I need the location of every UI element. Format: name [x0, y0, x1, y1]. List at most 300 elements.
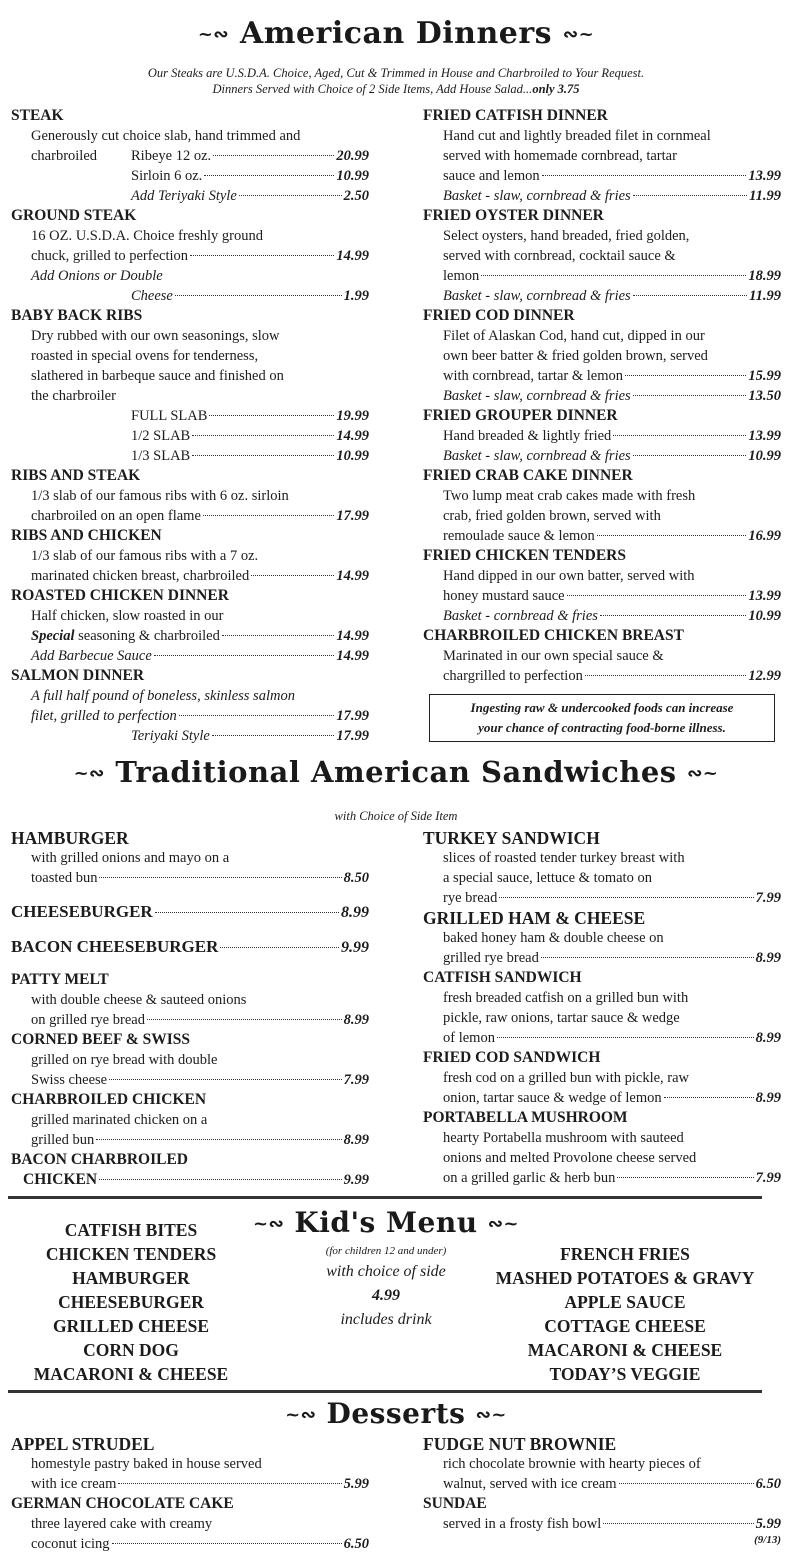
desserts-right-column [423, 1434, 781, 1554]
item-desc: fresh breaded catfish on a grilled bun with [443, 990, 689, 1006]
leader-dots [239, 195, 342, 196]
menu-item-appel-strudel [11, 1434, 369, 1494]
item-desc: roasted in special ovens for tenderness, [31, 348, 259, 364]
item-desc: grilled marinated chicken on a [31, 1112, 208, 1128]
item-desc: charbroiled [31, 148, 98, 164]
leader-dots [109, 1079, 342, 1080]
menu-item-steak [11, 106, 369, 206]
menu-item-baby-back-ribs [11, 306, 369, 466]
price-row [423, 1088, 781, 1108]
item-option: Add Barbecue Sauce [31, 648, 152, 664]
item-option: Cheese [131, 288, 173, 304]
leader-dots [209, 415, 334, 416]
sandwiches-right-column [423, 828, 781, 1190]
leader-dots [603, 1523, 753, 1524]
item-price: 11.99 [749, 188, 781, 204]
menu-item-ribs-and-chicken [11, 526, 369, 586]
leader-dots [542, 175, 747, 176]
item-option: Ribeye 12 oz. [131, 148, 212, 164]
leader-dots [481, 275, 746, 276]
menu-item-ribs-and-steak [11, 466, 369, 526]
price-row [423, 386, 781, 406]
item-desc: filet, grilled to perfection [31, 708, 177, 724]
menu-item-corned-beef [11, 1030, 369, 1090]
item-desc: remoulade sauce & lemon [443, 528, 595, 544]
leader-dots [204, 175, 334, 176]
leader-dots [212, 735, 335, 736]
item-name: FRIED GROUPER DINNER [423, 407, 618, 424]
item-desc: of lemon [443, 1030, 495, 1046]
item-name: FRIED CHICKEN TENDERS [423, 547, 626, 564]
item-price: 9.99 [343, 1172, 369, 1188]
item-price: 2.50 [343, 188, 369, 204]
kids-sides-list [484, 1242, 766, 1386]
kids-item: CORN DOG [83, 1340, 179, 1360]
item-name: GROUND STEAK [11, 207, 137, 224]
leader-dots [155, 912, 339, 913]
price-row [11, 1130, 369, 1150]
notice-line-2: your chance of contracting food-borne illness. [478, 720, 726, 735]
price-row [11, 406, 369, 426]
leader-dots [613, 435, 746, 436]
price-row [423, 586, 781, 606]
price-row [423, 1028, 781, 1048]
item-option: 1/3 SLAB [131, 448, 191, 464]
item-option: Add Teriyaki Style [131, 188, 237, 204]
price-row [11, 446, 369, 466]
item-desc: slathered in barbeque sauce and finished on [31, 368, 284, 384]
leader-dots [633, 395, 747, 396]
notice-line-1: Ingesting raw & undercooked foods can increase [470, 700, 734, 715]
menu-item-portabella [423, 1108, 781, 1188]
item-price: 7.99 [755, 1170, 781, 1186]
item-price: 15.99 [748, 368, 781, 384]
item-desc: homestyle pastry baked in house served [31, 1456, 262, 1472]
kids-item: CHEESEBURGER [58, 1292, 204, 1312]
kids-title-text: Kid's Menu [294, 1206, 478, 1239]
item-price: 14.99 [336, 248, 369, 264]
dinners-columns [11, 106, 781, 746]
item-option: Basket - slaw, cornbread & fries [443, 288, 631, 304]
menu-item-ground-steak [11, 206, 369, 306]
item-option: Basket - slaw, cornbread & fries [443, 188, 631, 204]
item-desc: grilled on rye bread with double [31, 1052, 218, 1068]
menu-item-charbroiled-chicken [11, 1090, 369, 1150]
leader-dots [118, 1483, 341, 1484]
item-name: BACON CHARBROILED [11, 1151, 188, 1168]
price-row [11, 166, 369, 186]
kids-details [250, 1260, 522, 1332]
desserts-columns [11, 1434, 781, 1554]
item-desc: coconut icing [31, 1536, 110, 1552]
price-row [11, 868, 369, 888]
swash-left-icon: ~∾ [197, 24, 229, 45]
kids-item: HAMBURGER [72, 1268, 190, 1288]
sandwiches-header [0, 752, 792, 824]
item-option: Sirloin 6 oz. [131, 168, 203, 184]
dinners-left-column [11, 106, 369, 746]
item-option: Basket - slaw, cornbread & fries [443, 448, 631, 464]
item-desc: Generously cut choice slab, hand trimmed and [31, 128, 301, 144]
leader-dots [499, 897, 753, 898]
leader-dots [633, 455, 747, 456]
price-row [423, 1514, 781, 1534]
item-option: Add Onions or Double [31, 268, 163, 284]
item-desc: onions and melted Provolone cheese served [443, 1150, 697, 1166]
item-price: 14.99 [336, 568, 369, 584]
item-name: GERMAN CHOCOLATE CAKE [11, 1495, 234, 1512]
sandwiches-subtitle: with Choice of Side Item [334, 809, 458, 823]
price-row [423, 606, 781, 626]
dinners-header [0, 14, 792, 97]
item-price: 14.99 [336, 648, 369, 664]
kids-item: CATFISH BITES [64, 1220, 198, 1240]
price-row [11, 1170, 369, 1190]
kids-side: FRENCH FRIES [560, 1244, 690, 1264]
leader-dots [664, 1097, 754, 1098]
dinners-title-text: American Dinners [239, 16, 553, 51]
menu-item-bacon-cheeseburger [11, 937, 369, 958]
item-desc: lemon [443, 268, 480, 284]
menu-item-catfish-sandwich [423, 968, 781, 1048]
leader-dots [220, 947, 339, 948]
item-desc: on a grilled garlic & herb bun [443, 1170, 616, 1186]
menu-item-roasted-chicken [11, 586, 369, 666]
price-row [423, 366, 781, 386]
leader-dots [541, 957, 754, 958]
item-desc: 16 OZ. U.S.D.A. Choice freshly ground [31, 228, 263, 244]
item-desc: marinated chicken breast, charbroiled [31, 568, 250, 584]
item-price: 7.99 [755, 890, 781, 906]
kids-side: COTTAGE CHEESE [544, 1316, 706, 1336]
price-row [11, 246, 369, 266]
price-row [11, 1474, 369, 1494]
item-name: FUDGE NUT BROWNIE [423, 1434, 617, 1454]
item-desc: sauce and lemon [443, 168, 540, 184]
kids-price: 4.99 [372, 1286, 400, 1304]
leader-dots [112, 1543, 342, 1544]
item-name: FRIED CRAB CAKE DINNER [423, 467, 633, 484]
price-row [423, 266, 781, 286]
item-desc: onion, tartar sauce & wedge of lemon [443, 1090, 662, 1106]
item-desc: A full half pound of boneless, skinless salmon [31, 688, 295, 704]
item-price: 20.99 [336, 148, 369, 164]
swash-right-icon: ∾~ [475, 1404, 507, 1426]
item-name: ROASTED CHICKEN DINNER [11, 587, 229, 604]
item-desc: with double cheese & sauteed onions [31, 992, 247, 1008]
food-safety-notice [429, 694, 775, 742]
leader-dots [96, 1139, 341, 1140]
menu-item-chicken-breast [423, 626, 781, 686]
price-row [423, 1168, 781, 1188]
kids-side: APPLE SAUCE [564, 1292, 686, 1312]
price-row [11, 506, 369, 526]
item-desc: Marinated in our own special sauce & [443, 648, 664, 664]
leader-dots [585, 675, 747, 676]
leader-dots [99, 877, 341, 878]
item-desc: served in a frosty fish bowl [443, 1516, 602, 1532]
item-desc: Hand dipped in our own batter, served with [443, 568, 695, 584]
kids-center [250, 1204, 522, 1332]
leader-dots [617, 1177, 753, 1178]
item-name: PORTABELLA MUSHROOM [423, 1109, 628, 1126]
item-name: CHARBROILED CHICKEN BREAST [423, 627, 684, 644]
leader-dots [179, 715, 335, 716]
price-row [423, 666, 781, 686]
item-price: 8.99 [755, 1090, 781, 1106]
menu-item-fudge-nut-brownie [423, 1434, 781, 1494]
item-name: CHEESEBURGER [11, 902, 153, 921]
price-row [423, 526, 781, 546]
item-price: 6.50 [343, 1536, 369, 1552]
leader-dots [190, 255, 334, 256]
sandwiches-title [0, 752, 792, 794]
item-price: 10.99 [336, 448, 369, 464]
leader-dots [497, 1037, 754, 1038]
item-option: FULL SLAB [131, 408, 208, 424]
swash-left-icon: ~∾ [285, 1404, 317, 1426]
divider-kids-top [8, 1196, 762, 1199]
item-desc: fresh cod on a grilled bun with pickle, raw [443, 1070, 690, 1086]
item-price: 13.99 [748, 428, 781, 444]
item-name: RIBS AND STEAK [11, 467, 141, 484]
item-desc: with grilled onions and mayo on a [31, 850, 230, 866]
dinners-title [0, 14, 792, 55]
item-price: 17.99 [336, 508, 369, 524]
price-row [11, 1070, 369, 1090]
item-name: HAMBURGER [11, 828, 129, 848]
item-name: FRIED COD SANDWICH [423, 1049, 601, 1066]
leader-dots [633, 195, 748, 196]
kids-title [250, 1204, 522, 1244]
leader-dots [619, 1483, 754, 1484]
item-price: 14.99 [336, 428, 369, 444]
dinners-subtitle-2 [0, 81, 792, 97]
desserts-title [0, 1396, 792, 1434]
menu-date: (9/13) [754, 1534, 781, 1546]
item-price: 6.50 [755, 1476, 781, 1492]
price-row [11, 726, 369, 746]
leader-dots [597, 535, 747, 536]
menu-item-hamburger [11, 828, 369, 888]
swash-left-icon: ~∾ [252, 1213, 285, 1235]
item-price: 11.99 [749, 288, 781, 304]
item-name: BACON CHEESEBURGER [11, 937, 219, 956]
item-price: 8.99 [343, 1132, 369, 1148]
item-desc: Half chicken, slow roasted in our [31, 608, 224, 624]
item-desc: Select oysters, hand breaded, fried golden, [443, 228, 690, 244]
item-name: SALMON DINNER [11, 667, 145, 684]
sandwiches-title-text: Traditional American Sandwiches [115, 755, 677, 789]
menu-item-turkey-sandwich [423, 828, 781, 908]
leader-dots [175, 295, 342, 296]
leader-dots [567, 595, 747, 596]
item-price: 5.99 [343, 1476, 369, 1492]
item-desc: chargrilled to perfection [443, 668, 583, 684]
item-desc: rich chocolate brownie with hearty pieces of [443, 1456, 701, 1472]
price-row [11, 566, 369, 586]
leader-dots [213, 155, 334, 156]
price-row [11, 626, 369, 646]
price-row [423, 1474, 781, 1494]
menu-item-salmon [11, 666, 369, 746]
item-name: TURKEY SANDWICH [423, 828, 600, 848]
item-name: CHARBROILED CHICKEN [11, 1091, 207, 1108]
item-price: 14.99 [336, 628, 369, 644]
item-name: PATTY MELT [11, 971, 109, 988]
dinners-subtitle-1: Our Steaks are U.S.D.A. Choice, Aged, Cut & Trimmed in House and Charbroiled to Your Request. [147, 66, 645, 80]
dinners-subtitle-2-text: Dinners Served with Choice of 2 Side Items, Add House Salad... [212, 82, 533, 96]
item-desc: chuck, grilled to perfection [31, 248, 189, 264]
leader-dots [222, 635, 335, 636]
item-price: 18.99 [748, 268, 781, 284]
menu-item-grilled-ham [423, 908, 781, 968]
leader-dots [147, 1019, 342, 1020]
price-row [423, 948, 781, 968]
menu-item-fried-crab-cake [423, 466, 781, 546]
item-desc: slices of roasted tender turkey breast with [443, 850, 685, 866]
item-desc: with cornbread, tartar & lemon [443, 368, 623, 384]
kids-side-note: with choice of side [326, 1262, 446, 1280]
item-desc: 1/3 slab of our famous ribs with 6 oz. sirloin [31, 488, 289, 504]
price-row [11, 286, 369, 306]
item-desc: the charbroiler [31, 388, 116, 404]
item-price: 8.99 [343, 1012, 369, 1028]
item-desc: honey mustard sauce [443, 588, 565, 604]
price-row [423, 166, 781, 186]
price-row [11, 1010, 369, 1030]
item-desc: Two lump meat crab cakes made with fresh [443, 488, 696, 504]
kids-age-note: (for children 12 and under) [325, 1244, 447, 1257]
kids-side: TODAY’S VEGGIE [549, 1364, 701, 1384]
price-row [11, 706, 369, 726]
menu-item-fried-chicken-tenders [423, 546, 781, 626]
price-row [423, 286, 781, 306]
item-desc: with ice cream [31, 1476, 117, 1492]
menu-item-fried-grouper [423, 406, 781, 466]
item-desc: grilled rye bread [443, 950, 539, 966]
item-desc: Hand cut and lightly breaded filet in cornmeal [443, 128, 711, 144]
item-price: 8.99 [341, 904, 369, 921]
item-price: 8.99 [755, 1030, 781, 1046]
leader-dots [203, 515, 334, 516]
price-row [423, 888, 781, 908]
item-desc [31, 626, 220, 646]
item-option: Teriyaki Style [131, 728, 210, 744]
kids-drink-note: includes drink [340, 1310, 432, 1328]
item-name: BABY BACK RIBS [11, 307, 143, 324]
price-row [423, 446, 781, 466]
item-price: 12.99 [748, 668, 781, 684]
item-name: CATFISH SANDWICH [423, 969, 582, 986]
swash-left-icon: ~∾ [73, 763, 105, 784]
leader-dots [633, 295, 748, 296]
item-desc: walnut, served with ice cream [443, 1476, 617, 1492]
item-desc-rest: seasoning & charbroiled [74, 628, 220, 644]
item-desc: Dry rubbed with our own seasonings, slow [31, 328, 280, 344]
sandwiches-left-column [11, 828, 369, 1190]
item-price: 13.99 [748, 168, 781, 184]
item-price: 10.99 [748, 448, 781, 464]
price-row [423, 186, 781, 206]
item-price: 16.99 [748, 528, 781, 544]
item-desc: hearty Portabella mushroom with sauteed [443, 1130, 684, 1146]
item-desc: served with cornbread, cocktail sauce & [443, 248, 676, 264]
item-price: 7.99 [343, 1072, 369, 1088]
kids-item: GRILLED CHEESE [52, 1316, 210, 1336]
item-desc: rye bread [443, 890, 498, 906]
item-name: SUNDAE [423, 1495, 487, 1512]
item-price: 19.99 [336, 408, 369, 424]
item-price: 8.99 [755, 950, 781, 966]
price-row [423, 426, 781, 446]
item-name: FRIED COD DINNER [423, 307, 575, 324]
item-desc: three layered cake with creamy [31, 1516, 213, 1532]
item-desc: charbroiled on an open flame [31, 508, 201, 524]
swash-right-icon: ∾~ [563, 24, 595, 45]
desserts-left-column [11, 1434, 369, 1554]
leader-dots [99, 1179, 342, 1180]
item-desc: grilled bun [31, 1132, 95, 1148]
item-name: FRIED CATFISH DINNER [423, 107, 608, 124]
item-price: 8.50 [343, 870, 369, 886]
menu-item-cheeseburger [11, 902, 369, 923]
price-row [11, 1534, 369, 1554]
dinners-right-column [423, 106, 781, 746]
leader-dots [192, 435, 334, 436]
kids-item: MACARONI & CHEESE [33, 1364, 229, 1384]
item-name: STEAK [11, 107, 64, 124]
item-desc: crab, fried golden brown, served with [443, 508, 661, 524]
item-price: 17.99 [336, 728, 369, 744]
kids-side: MACARONI & CHEESE [527, 1340, 723, 1360]
item-name-cont: CHICKEN [23, 1171, 98, 1188]
menu-item-german-chocolate-cake [11, 1494, 369, 1554]
item-desc: served with homemade cornbread, tartar [443, 148, 677, 164]
price-row [11, 646, 369, 666]
kids-left-list [16, 1218, 246, 1386]
item-desc: baked honey ham & double cheese on [443, 930, 664, 946]
menu-item-fried-cod-sandwich [423, 1048, 781, 1108]
sandwiches-columns [11, 828, 781, 1190]
divider-kids-bottom [8, 1390, 762, 1393]
price-row [11, 146, 369, 166]
item-price: 13.99 [748, 588, 781, 604]
swash-right-icon: ∾~ [687, 763, 719, 784]
swash-right-icon: ∾~ [487, 1213, 519, 1235]
item-option: Basket - cornbread & fries [443, 608, 598, 624]
salad-price: only 3.75 [532, 82, 580, 96]
menu-item-fried-oyster [423, 206, 781, 306]
item-option: 1/2 SLAB [131, 428, 191, 444]
menu-item-patty-melt [11, 970, 369, 1030]
menu-item-fried-cod [423, 306, 781, 406]
leader-dots [600, 615, 746, 616]
item-desc: own beer batter & fried golden brown, served [443, 348, 708, 364]
item-price: 1.99 [343, 288, 369, 304]
item-desc: pickle, raw onions, tartar sauce & wedge [443, 1010, 680, 1026]
item-desc: 1/3 slab of our famous ribs with a 7 oz. [31, 548, 259, 564]
item-desc: on grilled rye bread [31, 1012, 145, 1028]
leader-dots [625, 375, 746, 376]
menu-item-bacon-charbroiled-chicken [11, 1150, 369, 1190]
leader-dots [192, 455, 334, 456]
item-option: Basket - slaw, cornbread & fries [443, 388, 631, 404]
item-desc: Filet of Alaskan Cod, hand cut, dipped in our [443, 328, 705, 344]
item-name: GRILLED HAM & CHEESE [423, 908, 646, 928]
price-row [11, 426, 369, 446]
item-price: 17.99 [336, 708, 369, 724]
